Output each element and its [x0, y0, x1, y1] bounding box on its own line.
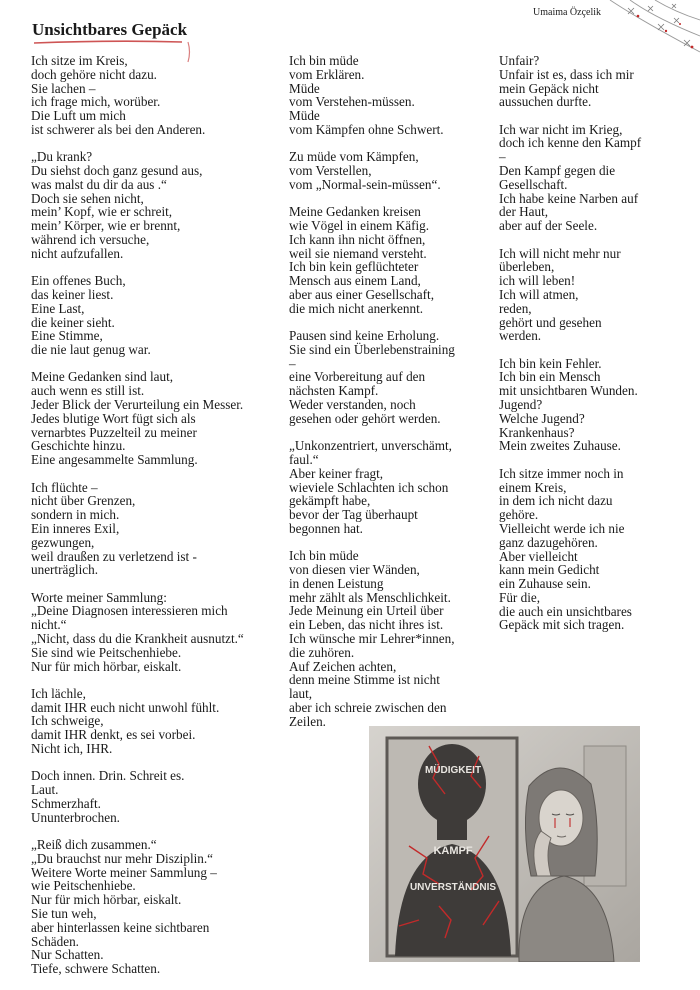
stanza: Ich will nicht mehr nur überleben, ich will leben! Ich will atmen, reden, gehört und gesehen werden.: [499, 245, 621, 344]
poem-title: Unsichtbares Gepäck: [32, 20, 188, 39]
stanza: Meine Gedanken sind laut, auch wenn es still ist. Jeder Blick der Verurteilung ein Messer. Jedes blutige Wort fügt sich als vernarbtes Puzzelteil zu meiner Geschichte hinzu. Eine angesammelte Sammlung.: [31, 369, 244, 468]
pencil-illustration: [369, 726, 640, 962]
stanza: Ich bin müde von diesen vier Wänden, in denen Leistung mehr zählt als Menschlichkeit. Jede Meinung ein Urteil über ein Leben, das nicht ihres ist. Ich wünsche mir Lehrer*innen, die zuhören. Auf Zeichen achten, denn meine Stimme ist nicht laut, aber ich schreie zwischen den Zeilen.: [289, 548, 455, 729]
stanza: „Unkonzentriert, unverschämt, faul.“ Aber keiner fragt, wieviele Schlachten ich schon gekämpft habe, bevor der Tag überhaupt begonnen hat.: [289, 438, 452, 536]
stanza: „Reiß dich zusammen.“ „Du brauchst nur mehr Disziplin.“ Weitere Worte meiner Sammlung – wie Peitschenhiebe. Nur für mich hörbar, eiskalt. Sie tun weh, aber hinterlassen keine sichtbaren Schäden. Nur Schatten. Tiefe, schwere Schatten.: [31, 837, 217, 977]
word-kampf: KAMPF: [433, 845, 473, 857]
stanza: Pausen sind keine Erholung. Sie sind ein Überlebenstraining – eine Vorbereitung auf den nächsten Kampf. Weder verstanden, noch gesehen oder gehört werden.: [289, 328, 455, 426]
stanza: „Du krank? Du siehst doch ganz gesund aus, was malst du dir da aus .“ Doch sie sehen nicht, mein’ Kopf, wie er schreit, mein’ Körper, wie er brennt, während ich versuche, nicht aufzufallen.: [31, 149, 203, 261]
stanza: Doch innen. Drin. Schreit es. Laut. Schmerzhaft. Ununterbrochen.: [31, 768, 185, 825]
stanza: Ich flüchte – nicht über Grenzen, sondern in mich. Ein inneres Exil, gezwungen, weil draußen zu verletzend ist - unerträglich.: [31, 479, 197, 578]
stanza: Meine Gedanken kreisen wie Vögel in einem Käfig. Ich kann ihn nicht öffnen, weil sie niemand versteht. Ich bin kein geflüchteter Mensch aus einem Land, aber aus einer Gesellschaft, die mich nicht anerkennt.: [289, 204, 434, 316]
stanza: Ich bin müde vom Erklären. Müde vom Verstehen-müssen. Müde vom Kämpfen ohne Schwert.: [289, 53, 444, 137]
stanza: Ich sitze im Kreis, doch gehöre nicht dazu. Sie lachen – ich frage mich, worüber. Die Luft um mich ist schwerer als bei den Anderen.: [31, 53, 206, 137]
stanza: Worte meiner Sammlung: „Deine Diagnosen interessieren mich nicht.“ „Nicht, dass du die Krankheit ausnutzt.“ Sie sind wie Peitschenhiebe. Nur für mich hörbar, eiskalt.: [31, 589, 244, 674]
stanza: Ein offenes Buch, das keiner liest. Eine Last, die keiner sieht. Eine Stimme, die nie laut genug war.: [31, 273, 151, 358]
barbed-wire-decoration: [600, 0, 700, 62]
stanza: Ich lächle, damit IHR euch nicht unwohl fühlt. Ich schweige, damit IHR denkt, es sei vorbei. Nicht ich, IHR.: [31, 685, 220, 757]
word-unverstaendnis: UNVERSTÄNDNIS: [409, 882, 497, 893]
poem-column-3: [499, 54, 689, 646]
stanza: Ich bin kein Fehler. Ich bin ein Mensch mit unsichtbaren Wunden. Jugend? Welche Jugend? Krankenhaus? Mein zweites Zuhause.: [499, 355, 638, 454]
stanza: Unfair? Unfair ist es, dass ich mir mein Gepäck nicht aussuchen durfte.: [499, 53, 634, 110]
stanza: Ich war nicht im Krieg, doch ich kenne den Kampf – Den Kampf gegen die Gesellschaft. Ich habe keine Narben auf der Haut, aber auf der Seele.: [499, 121, 642, 234]
poem-column-1: [31, 54, 281, 990]
stanza: Ich sitze immer noch in einem Kreis, in dem ich nicht dazu gehöre. Vielleicht werde ich nie ganz dazugehören. Aber vielleicht kann mein Gedicht ein Zuhause sein. Für die, die auch ein unsichtbares Gepäck mit sich tragen.: [499, 465, 632, 633]
stanza: Zu müde vom Kämpfen, vom Verstellen, vom „Normal-sein-müssen“.: [289, 149, 441, 192]
author-name: Umaima Özçelik: [533, 7, 602, 18]
word-muedigkeit: MÜDIGKEIT: [424, 765, 482, 776]
poem-column-2: [289, 54, 489, 742]
